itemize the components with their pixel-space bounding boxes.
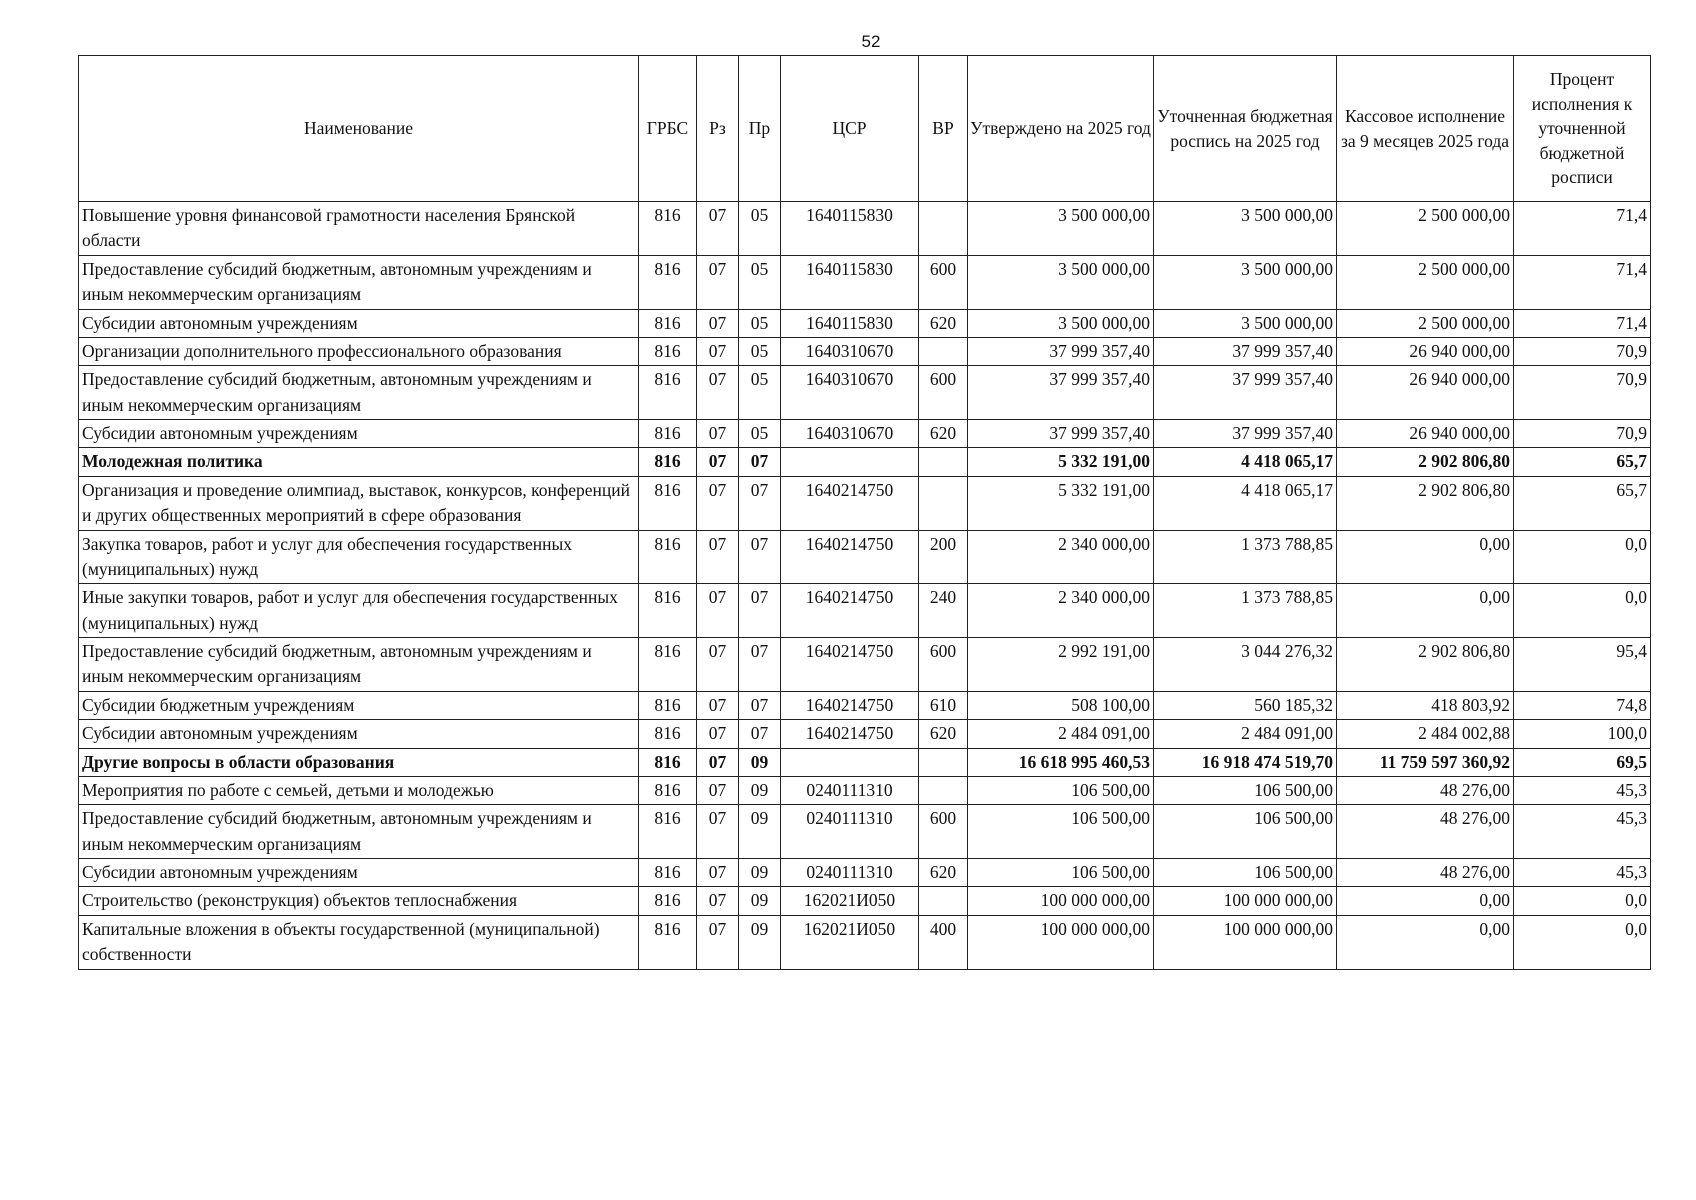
column-header-vr: ВР [919,56,968,202]
cell-cash: 48 276,00 [1337,859,1514,887]
cell-percent: 45,3 [1514,859,1651,887]
cell-approved: 2 484 091,00 [968,720,1154,748]
cell-percent: 69,5 [1514,748,1651,776]
cell-percent: 0,0 [1514,584,1651,638]
cell-cash: 11 759 597 360,92 [1337,748,1514,776]
cell-name: Организация и проведение олимпиад, выставок, конкурсов, конференций и других общественных мероприятий в сфере образования [79,476,639,530]
cell-cash: 2 500 000,00 [1337,255,1514,309]
cell-grbs: 816 [639,805,697,859]
cell-cash: 2 902 806,80 [1337,448,1514,476]
cell-approved: 106 500,00 [968,805,1154,859]
cell-name: Субсидии автономным учреждениям [79,859,639,887]
cell-grbs: 816 [639,691,697,719]
cell-vr: 600 [919,805,968,859]
cell-approved: 2 340 000,00 [968,530,1154,584]
cell-vr: 620 [919,859,968,887]
cell-pr: 05 [739,202,781,256]
table-row [79,887,1651,915]
cell-pr: 05 [739,255,781,309]
cell-approved: 37 999 357,40 [968,337,1154,365]
cell-csr: 1640214750 [781,584,919,638]
cell-csr: 1640214750 [781,720,919,748]
cell-cash: 26 940 000,00 [1337,337,1514,365]
cell-grbs: 816 [639,530,697,584]
cell-grbs: 816 [639,584,697,638]
cell-name: Предоставление субсидий бюджетным, автономным учреждениям и иным некоммерческим организациям [79,255,639,309]
cell-cash: 26 940 000,00 [1337,366,1514,420]
column-header-pr: Пр [739,56,781,202]
cell-name: Иные закупки товаров, работ и услуг для обеспечения государственных (муниципальных) нужд [79,584,639,638]
cell-percent: 71,4 [1514,202,1651,256]
cell-grbs: 816 [639,337,697,365]
cell-csr: 0240111310 [781,776,919,804]
cell-rz: 07 [697,476,739,530]
cell-pr: 07 [739,530,781,584]
cell-csr: 1640115830 [781,255,919,309]
cell-approved: 100 000 000,00 [968,915,1154,969]
cell-rz: 07 [697,691,739,719]
cell-pr: 09 [739,859,781,887]
cell-pr: 05 [739,309,781,337]
cell-refined: 1 373 788,85 [1154,530,1337,584]
cell-rz: 07 [697,202,739,256]
cell-percent: 70,9 [1514,420,1651,448]
cell-pr: 07 [739,638,781,692]
cell-rz: 07 [697,720,739,748]
cell-refined: 560 185,32 [1154,691,1337,719]
cell-approved: 3 500 000,00 [968,255,1154,309]
cell-rz: 07 [697,309,739,337]
cell-pr: 09 [739,805,781,859]
cell-refined: 3 500 000,00 [1154,255,1337,309]
cell-refined: 106 500,00 [1154,776,1337,804]
cell-grbs: 816 [639,202,697,256]
cell-rz: 07 [697,805,739,859]
cell-csr: 1640310670 [781,420,919,448]
cell-rz: 07 [697,366,739,420]
cell-csr: 0240111310 [781,859,919,887]
cell-name: Организации дополнительного профессионального образования [79,337,639,365]
cell-refined: 106 500,00 [1154,805,1337,859]
cell-csr: 0240111310 [781,805,919,859]
cell-csr: 162021И050 [781,915,919,969]
cell-name: Молодежная политика [79,448,639,476]
cell-vr: 400 [919,915,968,969]
table-row [79,776,1651,804]
cell-cash: 2 500 000,00 [1337,202,1514,256]
cell-csr: 1640310670 [781,337,919,365]
cell-approved: 5 332 191,00 [968,476,1154,530]
cell-name: Другие вопросы в области образования [79,748,639,776]
cell-refined: 2 484 091,00 [1154,720,1337,748]
cell-refined: 3 044 276,32 [1154,638,1337,692]
cell-grbs: 816 [639,420,697,448]
cell-grbs: 816 [639,448,697,476]
cell-cash: 2 902 806,80 [1337,638,1514,692]
cell-cash: 48 276,00 [1337,805,1514,859]
cell-rz: 07 [697,448,739,476]
cell-pr: 09 [739,776,781,804]
cell-name: Предоставление субсидий бюджетным, автономным учреждениям и иным некоммерческим организациям [79,638,639,692]
table-row [79,748,1651,776]
cell-refined: 100 000 000,00 [1154,887,1337,915]
cell-percent: 100,0 [1514,720,1651,748]
cell-percent: 0,0 [1514,887,1651,915]
cell-approved: 106 500,00 [968,859,1154,887]
cell-percent: 70,9 [1514,366,1651,420]
cell-refined: 4 418 065,17 [1154,476,1337,530]
table-row [79,202,1651,256]
table-row [79,915,1651,969]
table-body [79,202,1651,970]
cell-csr: 1640115830 [781,202,919,256]
cell-csr: 1640214750 [781,638,919,692]
cell-refined: 16 918 474 519,70 [1154,748,1337,776]
cell-pr: 05 [739,337,781,365]
column-header-percent: Процент исполнения к уточненной бюджетной росписи [1514,56,1651,202]
cell-vr: 240 [919,584,968,638]
cell-vr [919,776,968,804]
column-header-rz: Рз [697,56,739,202]
cell-vr: 620 [919,720,968,748]
cell-rz: 07 [697,584,739,638]
cell-grbs: 816 [639,309,697,337]
cell-csr: 1640310670 [781,366,919,420]
column-header-grbs: ГРБС [639,56,697,202]
cell-name: Субсидии автономным учреждениям [79,420,639,448]
cell-refined: 37 999 357,40 [1154,420,1337,448]
cell-csr [781,448,919,476]
cell-grbs: 816 [639,915,697,969]
cell-cash: 0,00 [1337,530,1514,584]
cell-pr: 07 [739,720,781,748]
table-row [79,638,1651,692]
cell-vr: 200 [919,530,968,584]
table-row [79,366,1651,420]
cell-approved: 5 332 191,00 [968,448,1154,476]
cell-pr: 05 [739,366,781,420]
column-header-name: Наименование [79,56,639,202]
cell-cash: 0,00 [1337,915,1514,969]
cell-percent: 0,0 [1514,915,1651,969]
cell-refined: 3 500 000,00 [1154,309,1337,337]
cell-refined: 106 500,00 [1154,859,1337,887]
cell-grbs: 816 [639,776,697,804]
table-row [79,584,1651,638]
cell-grbs: 816 [639,748,697,776]
cell-percent: 45,3 [1514,776,1651,804]
cell-vr: 600 [919,255,968,309]
cell-approved: 2 340 000,00 [968,584,1154,638]
cell-vr: 620 [919,309,968,337]
cell-approved: 106 500,00 [968,776,1154,804]
cell-csr: 1640214750 [781,530,919,584]
cell-refined: 37 999 357,40 [1154,366,1337,420]
cell-pr: 09 [739,887,781,915]
cell-name: Капитальные вложения в объекты государственной (муниципальной) собственности [79,915,639,969]
budget-execution-table [78,55,1651,970]
cell-rz: 07 [697,887,739,915]
cell-pr: 07 [739,584,781,638]
cell-csr: 1640214750 [781,476,919,530]
column-header-refined: Уточненная бюджетная роспись на 2025 год [1154,56,1337,202]
cell-percent: 65,7 [1514,448,1651,476]
column-header-approved: Утверждено на 2025 год [968,56,1154,202]
cell-vr [919,448,968,476]
cell-csr: 162021И050 [781,887,919,915]
cell-cash: 0,00 [1337,887,1514,915]
cell-grbs: 816 [639,255,697,309]
cell-grbs: 816 [639,638,697,692]
cell-percent: 0,0 [1514,530,1651,584]
cell-percent: 70,9 [1514,337,1651,365]
cell-csr: 1640115830 [781,309,919,337]
cell-name: Предоставление субсидий бюджетным, автономным учреждениям и иным некоммерческим организациям [79,805,639,859]
cell-percent: 45,3 [1514,805,1651,859]
cell-name: Строительство (реконструкция) объектов теплоснабжения [79,887,639,915]
column-header-csr: ЦСР [781,56,919,202]
cell-rz: 07 [697,638,739,692]
table-row [79,420,1651,448]
cell-grbs: 816 [639,887,697,915]
table-row [79,476,1651,530]
cell-vr [919,202,968,256]
cell-cash: 2 484 002,88 [1337,720,1514,748]
cell-vr [919,337,968,365]
cell-rz: 07 [697,530,739,584]
cell-csr: 1640214750 [781,691,919,719]
cell-rz: 07 [697,748,739,776]
cell-name: Повышение уровня финансовой грамотности населения Брянской области [79,202,639,256]
cell-grbs: 816 [639,366,697,420]
cell-refined: 3 500 000,00 [1154,202,1337,256]
cell-vr: 610 [919,691,968,719]
cell-rz: 07 [697,859,739,887]
column-header-cash: Кассовое исполнение за 9 месяцев 2025 года [1337,56,1514,202]
cell-refined: 4 418 065,17 [1154,448,1337,476]
cell-rz: 07 [697,776,739,804]
cell-name: Мероприятия по работе с семьей, детьми и молодежью [79,776,639,804]
cell-refined: 37 999 357,40 [1154,337,1337,365]
cell-pr: 07 [739,476,781,530]
cell-vr [919,748,968,776]
cell-vr [919,476,968,530]
cell-grbs: 816 [639,476,697,530]
table-row [79,720,1651,748]
cell-rz: 07 [697,420,739,448]
cell-cash: 418 803,92 [1337,691,1514,719]
cell-name: Субсидии автономным учреждениям [79,309,639,337]
table-row [79,448,1651,476]
cell-vr: 600 [919,638,968,692]
cell-approved: 508 100,00 [968,691,1154,719]
cell-pr: 09 [739,915,781,969]
cell-name: Закупка товаров, работ и услуг для обеспечения государственных (муниципальных) нужд [79,530,639,584]
cell-cash: 26 940 000,00 [1337,420,1514,448]
cell-cash: 2 902 806,80 [1337,476,1514,530]
cell-rz: 07 [697,915,739,969]
cell-pr: 09 [739,748,781,776]
table-row [79,255,1651,309]
table-row [79,337,1651,365]
page-number: 52 [861,32,881,51]
cell-percent: 74,8 [1514,691,1651,719]
cell-percent: 95,4 [1514,638,1651,692]
cell-rz: 07 [697,337,739,365]
cell-name: Субсидии бюджетным учреждениям [79,691,639,719]
cell-grbs: 816 [639,859,697,887]
cell-percent: 65,7 [1514,476,1651,530]
cell-approved: 2 992 191,00 [968,638,1154,692]
cell-vr [919,887,968,915]
table-row [79,691,1651,719]
cell-csr [781,748,919,776]
table-row [79,309,1651,337]
cell-pr: 07 [739,448,781,476]
cell-pr: 05 [739,420,781,448]
cell-cash: 2 500 000,00 [1337,309,1514,337]
cell-refined: 100 000 000,00 [1154,915,1337,969]
cell-name: Субсидии автономным учреждениям [79,720,639,748]
cell-cash: 48 276,00 [1337,776,1514,804]
cell-approved: 37 999 357,40 [968,420,1154,448]
cell-vr: 600 [919,366,968,420]
cell-approved: 100 000 000,00 [968,887,1154,915]
cell-pr: 07 [739,691,781,719]
cell-approved: 37 999 357,40 [968,366,1154,420]
cell-grbs: 816 [639,720,697,748]
cell-approved: 16 618 995 460,53 [968,748,1154,776]
cell-refined: 1 373 788,85 [1154,584,1337,638]
cell-approved: 3 500 000,00 [968,309,1154,337]
table-header-row [79,56,1651,202]
table-row [79,859,1651,887]
cell-percent: 71,4 [1514,309,1651,337]
table-row [79,805,1651,859]
table-row [79,530,1651,584]
cell-vr: 620 [919,420,968,448]
cell-approved: 3 500 000,00 [968,202,1154,256]
cell-cash: 0,00 [1337,584,1514,638]
cell-name: Предоставление субсидий бюджетным, автономным учреждениям и иным некоммерческим организациям [79,366,639,420]
cell-percent: 71,4 [1514,255,1651,309]
cell-rz: 07 [697,255,739,309]
